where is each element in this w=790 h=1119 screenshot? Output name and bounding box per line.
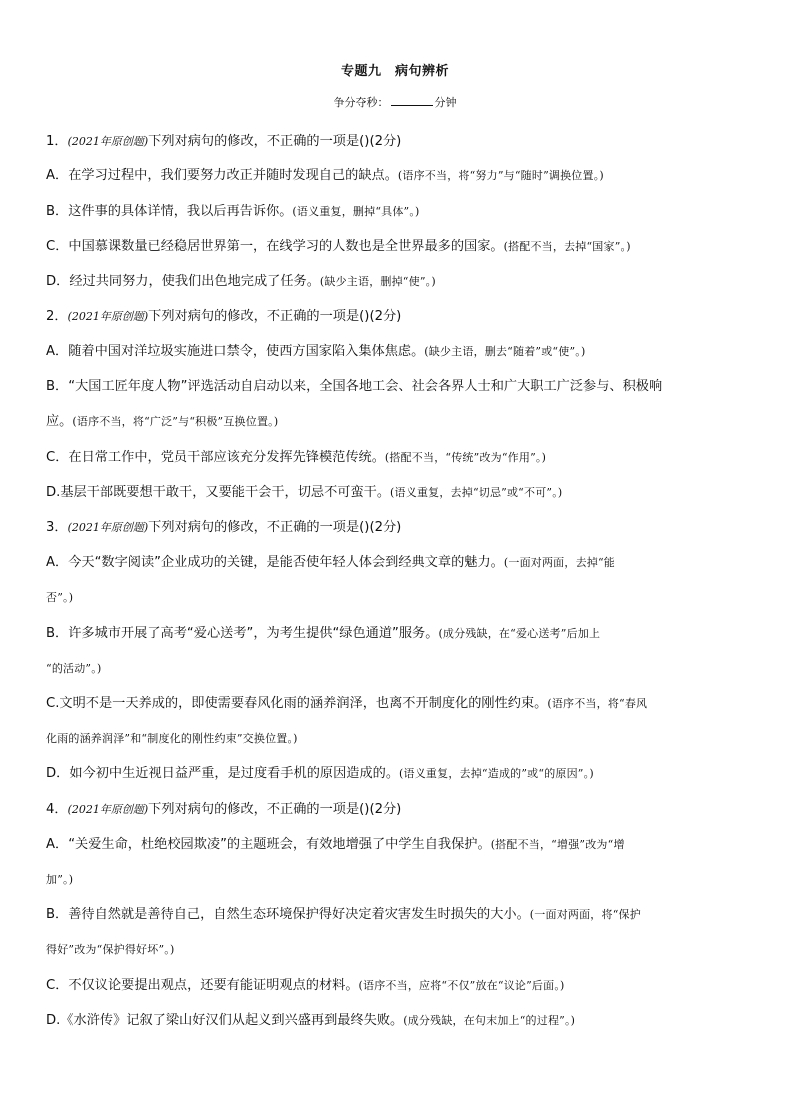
text-line-q2 bbox=[46, 308, 762, 326]
sentence-text: B．这件事的具体详情，我以后再告诉你。 bbox=[46, 204, 293, 219]
text-line-q3c1 bbox=[46, 695, 762, 713]
revision-note: 加”。) bbox=[46, 873, 74, 886]
revision-note: (缺少主语，删去“随着”或“使”。) bbox=[424, 345, 586, 358]
text-line-q3 bbox=[46, 519, 762, 537]
revision-note: (语义重复，去掉“切忌”或“不可”。) bbox=[390, 486, 563, 499]
text-line-q2a bbox=[46, 343, 762, 361]
sentence-text: D.《水浒传》记叙了梁山好汉们从起义到兴盛再到最终失败。 bbox=[46, 1013, 404, 1028]
sentence-text: 下列对病句的修改，不正确的一项是()(2分) bbox=[148, 802, 402, 817]
sentence-text: B．许多城市开展了高考“爱心送考”，为考生提供“绿色通道”服务。 bbox=[46, 626, 439, 641]
text-line-q1b bbox=[46, 203, 762, 221]
revision-note: 化雨的涵养润泽”和“制度化的刚性约束”交换位置。) bbox=[46, 732, 298, 745]
source-tag: (2021年原创题) bbox=[67, 803, 149, 816]
text-line-q3b1 bbox=[46, 625, 762, 643]
revision-note: (成分残缺，在句末加上“的过程”。) bbox=[403, 1014, 576, 1027]
text-line-q4b2 bbox=[46, 941, 762, 959]
revision-note: (一面对两面，去掉“能 bbox=[503, 556, 615, 569]
sentence-text: A．今天“数字阅读”企业成功的关键，是能否使年轻人体会到经典文章的魅力。 bbox=[46, 555, 504, 570]
text-line-q4c bbox=[46, 977, 762, 995]
revision-note: (缺少主语，删掉“使”。) bbox=[319, 275, 436, 288]
text-line-q4 bbox=[46, 801, 762, 819]
text-line-q2b1 bbox=[46, 378, 762, 396]
revision-note: (语序不当，将“春风 bbox=[547, 697, 648, 710]
revision-note: (一面对两面，将“保护 bbox=[529, 908, 641, 921]
text-line-q1c bbox=[46, 238, 762, 256]
text-line-q2c bbox=[46, 449, 762, 467]
sentence-text: 2． bbox=[46, 309, 68, 324]
sentence-text: 应。 bbox=[46, 414, 73, 429]
text-line-q1 bbox=[46, 133, 762, 151]
sentence-text: C．中国慕课数量已经稳居世界第一，在线学习的人数也是全世界最多的国家。 bbox=[46, 239, 504, 254]
text-line-q4d bbox=[46, 1012, 762, 1030]
revision-note: (语序不当，将“广泛”与“积极”互换位置。) bbox=[72, 415, 279, 428]
page-title: 专题九 病句辨析 bbox=[340, 64, 449, 79]
text-line-q2d bbox=[46, 484, 762, 502]
sentence-text: B．善待自然就是善待自己，自然生态环境保护得好决定着灾害发生时损失的大小。 bbox=[46, 907, 530, 922]
sentence-text: D．如今初中生近视日益严重，是过度看手机的原因造成的。 bbox=[46, 766, 400, 781]
revision-note: 得好”改为“保护得好坏”。) bbox=[46, 943, 175, 956]
sentence-text: D．经过共同努力，使我们出色地完成了任务。 bbox=[46, 274, 320, 289]
revision-note: 否”。) bbox=[46, 591, 74, 604]
sentence-text: 3． bbox=[46, 520, 68, 535]
text-line-q3b2 bbox=[46, 660, 762, 678]
text-line-q3c2 bbox=[46, 730, 762, 748]
sentence-text: 下列对病句的修改，不正确的一项是()(2分) bbox=[148, 309, 402, 324]
sentence-text: B．“大国工匠年度人物”评选活动自启动以来，全国各地工会、社会各界人士和广大职工广泛参与、积极响 bbox=[46, 379, 663, 394]
text-line-q4a1 bbox=[46, 836, 762, 854]
sentence-text: 下列对病句的修改，不正确的一项是()(2分) bbox=[148, 134, 402, 149]
revision-note: (搭配不当，“增强”改为“增 bbox=[490, 838, 625, 851]
text-line-q3d bbox=[46, 765, 762, 783]
sentence-text: 4． bbox=[46, 802, 68, 817]
text-line-q4a2 bbox=[46, 871, 762, 889]
sentence-text: A．随着中国对洋垃圾实施进口禁令，使西方国家陷入集体焦虑。 bbox=[46, 344, 425, 359]
sentence-text: A．“关爱生命，杜绝校园欺凌”的主题班会，有效地增强了中学生自我保护。 bbox=[46, 837, 491, 852]
text-line-q1a bbox=[46, 167, 762, 185]
revision-note: (搭配不当，去掉“国家”。) bbox=[503, 240, 631, 253]
sentence-text: 下列对病句的修改，不正确的一项是()(2分) bbox=[148, 520, 402, 535]
text-line-q2b2 bbox=[46, 413, 762, 431]
source-tag: (2021年原创题) bbox=[67, 310, 149, 323]
revision-note: (语序不当，应将“不仅”放在“议论”后面。) bbox=[358, 979, 565, 992]
timer-blank bbox=[391, 95, 433, 106]
source-tag: (2021年原创题) bbox=[67, 521, 149, 534]
sentence-text: D.基层干部既要想干敢干，又要能干会干，切忌不可蛮干。 bbox=[46, 485, 391, 500]
timer-line bbox=[0, 94, 790, 110]
timer-suffix: 分钟 bbox=[434, 96, 457, 109]
text-line-q3a1 bbox=[46, 554, 762, 572]
sentence-text: C.文明不是一天养成的，即使需要春风化雨的涵养润泽，也离不开制度化的刚性约束。 bbox=[46, 696, 548, 711]
sentence-text: C．不仅议论要提出观点，还要有能证明观点的材料。 bbox=[46, 978, 359, 993]
sentence-text: 1． bbox=[46, 134, 68, 149]
text-line-q1d bbox=[46, 273, 762, 291]
revision-note: (语序不当，将“努力”与“随时”调换位置。) bbox=[397, 169, 604, 182]
revision-note: (搭配不当，“传统”改为“作用”。) bbox=[384, 451, 547, 464]
sentence-text: C．在日常工作中，党员干部应该充分发挥先锋模范传统。 bbox=[46, 450, 385, 465]
revision-note: (语义重复，删掉“具体”。) bbox=[292, 205, 420, 218]
revision-note: (成分残缺，在“爱心送考”后加上 bbox=[438, 627, 601, 640]
sentence-text: A．在学习过程中，我们要努力改正并随时发现自己的缺点。 bbox=[46, 168, 398, 183]
text-line-q4b1 bbox=[46, 906, 762, 924]
source-tag: (2021年原创题) bbox=[67, 135, 149, 148]
text-line-q3a2 bbox=[46, 589, 762, 607]
revision-note: “的活动”。) bbox=[46, 662, 102, 675]
revision-note: (语义重复，去掉“造成的”或“的原因”。) bbox=[399, 767, 594, 780]
timer-prefix: 争分夺秒： bbox=[333, 96, 389, 109]
